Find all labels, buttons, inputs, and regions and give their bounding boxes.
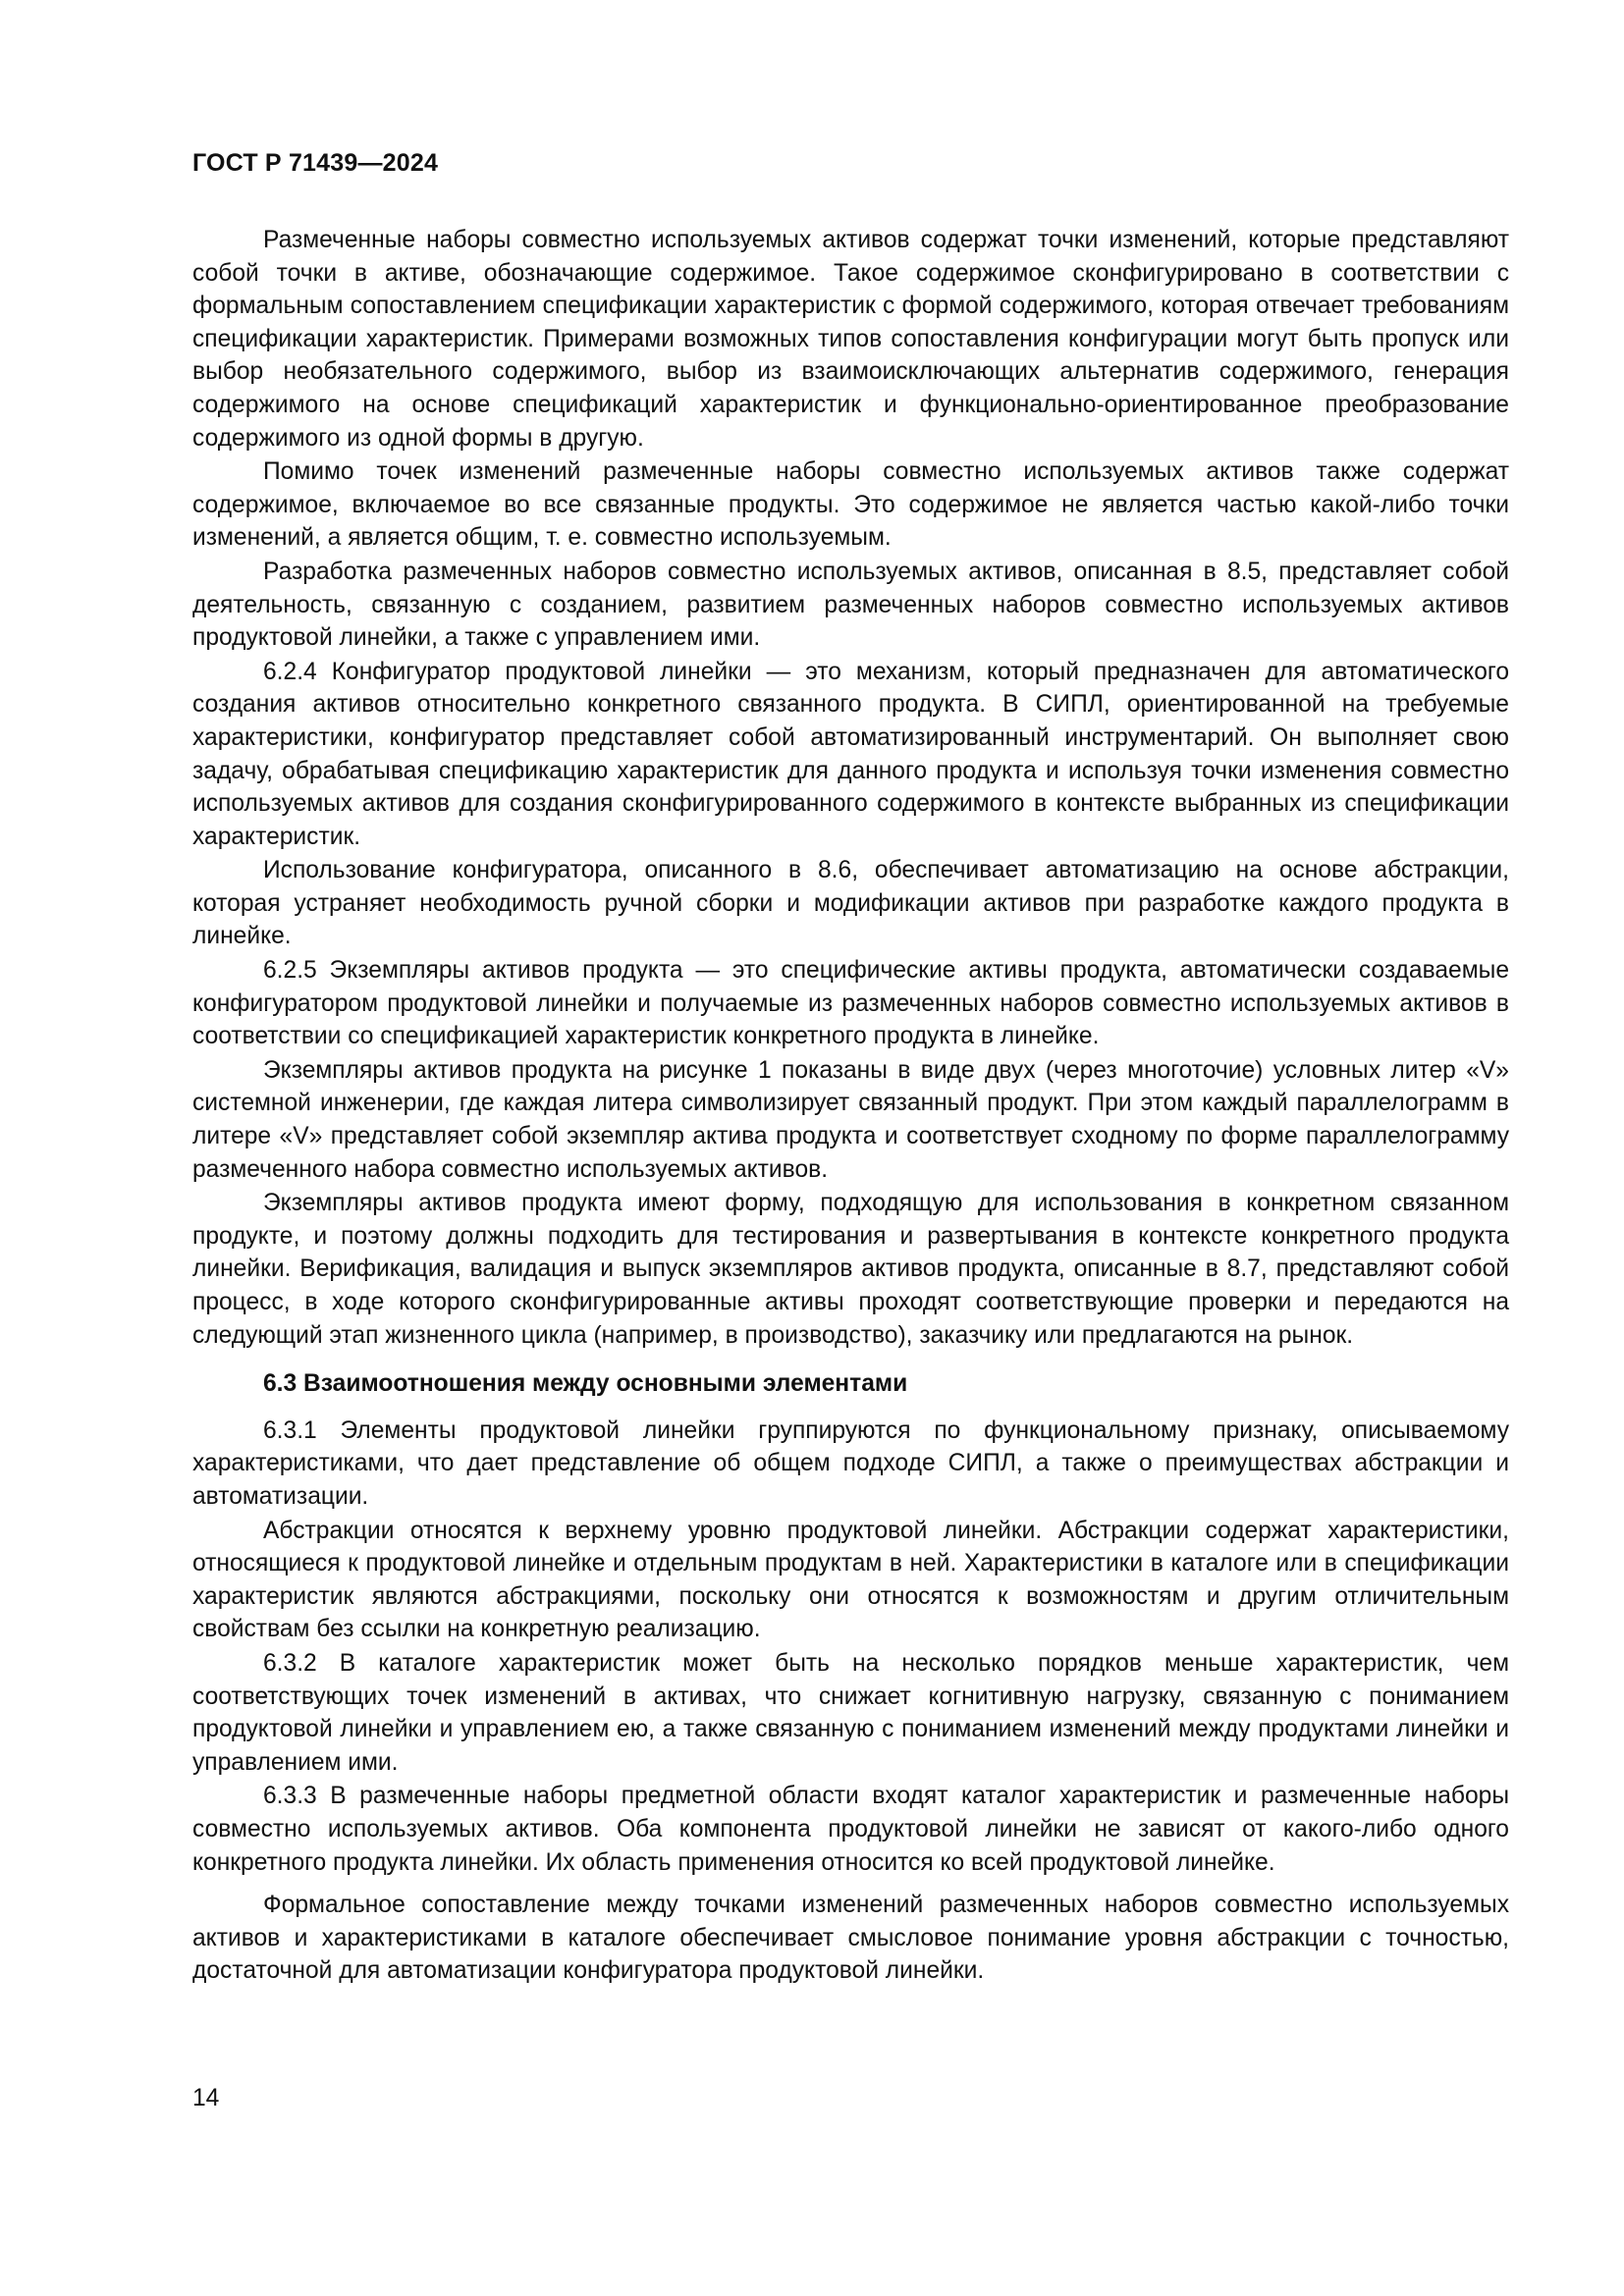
paragraph: 6.3.2 В каталоге характеристик может быть на несколько порядков меньше характеристик, чем соответствующих точек изменений в активах, что снижает когнитивную нагрузку, связанную с пониманием продуктовой линейки и управлением ею, а также связанную с пониманием изменений между продуктами линейки и управлением ими. [192, 1649, 1509, 1776]
paragraph: Помимо точек изменений размеченные наборы совместно используемых активов также содержат содержимое, включаемое во все связанные продукты. Это содержимое не является частью какой-либо точки изменений, а является общим, т. е. совместно используемым. [192, 458, 1509, 552]
page-number: 14 [192, 2085, 220, 2111]
paragraph: Использование конфигуратора, описанного в 8.6, обеспечивает автоматизацию на основе абстракции, которая устраняет необходимость ручной сборки и модификации активов при разработке каждого продукта в линейке. [192, 857, 1509, 950]
paragraph: 6.3.3 В размеченные наборы предметной области входят каталог характеристик и размеченные наборы совместно используемых активов. Оба компонента продуктовой линейки не зависят от какого-либо одного конкретного продукта линейки. Их область применения относится ко всей продуктовой линейке. [192, 1783, 1509, 1876]
paragraph: Абстракции относятся к верхнему уровню продуктовой линейки. Абстракции содержат характеристики, относящиеся к продуктовой линейке и отдельным продуктам в ней. Характеристики в каталоге или в спецификации характеристик являются абстракциями, поскольку они относятся к возможностям и другим отличительным свойствам без ссылки на конкретную реализацию. [192, 1517, 1509, 1643]
paragraph: Экземпляры активов продукта имеют форму, подходящую для использования в конкретном связанном продукте, и поэтому должны подходить для тестирования и развертывания в контексте конкретного продукта линейки. Верификация, валидация и выпуск экземпляров активов продукта, описанные в 8.7, представляют собой процесс, в ходе которого сконфигурированные активы проходят соответствующие проверки и передаются на следующий этап жизненного цикла (например, в производство), заказчику или предлагаются на рынок. [192, 1190, 1509, 1349]
document-body [192, 224, 1509, 1989]
paragraph: 6.3.1 Элементы продуктовой линейки группируются по функциональному признаку, описываемому характеристиками, что дает представление об общем подходе СИПЛ, а также о преимуществах абстракции и автоматизации. [192, 1416, 1509, 1510]
paragraph: 6.2.4 Конфигуратор продуктовой линейки — это механизм, который предназначен для автоматического создания активов относительно конкретного связанного продукта. В СИПЛ, ориентированной на требуемые характеристики, конфигуратор представляет собой автоматизированный инструментарий. Он выполняет свою задачу, обрабатывая спецификацию характеристик для данного продукта и используя точки изменения совместно используемых активов для создания сконфигурированного содержимого в контексте выбранных из спецификации характеристик. [192, 658, 1509, 850]
document-header: ГОСТ Р 71439—2024 [192, 149, 439, 177]
paragraph: Размеченные наборы совместно используемых активов содержат точки изменений, которые представляют собой точки в активе, обозначающие содержимое. Такое содержимое сконфигурировано в соответствии с формальным сопоставлением спецификации характеристик с формой содержимого, которая отвечает требованиям спецификации характеристик. Примерами возможных типов сопоставления конфигурации могут быть пропуск или выбор необязательного содержимого, выбор из взаимоисключающих альтернатив содержимого, генерация содержимого на основе спецификаций характеристик и функционально-ориентированное преобразование содержимого из одной формы в другую. [192, 227, 1509, 452]
paragraph: Экземпляры активов продукта на рисунке 1 показаны в виде двух (через многоточие) условных литер «V» системной инженерии, где каждая литера символизирует связанный продукт. При этом каждый параллелограмм в литере «V» представляет собой экземпляр актива продукта и соответствует сходному по форме параллелограмму размеченного набора совместно используемых активов. [192, 1056, 1509, 1183]
paragraph: Формальное сопоставление между точками изменений размеченных наборов совместно используемых активов и характеристиками в каталоге обеспечивает смысловое понимание уровня абстракции с точностью, достаточной для автоматизации конфигуратора продуктовой линейки. [192, 1892, 1509, 1985]
paragraph: Разработка размеченных наборов совместно используемых активов, описанная в 8.5, представляет собой деятельность, связанную с созданием, развитием размеченных наборов совместно используемых активов продуктовой линейки, а также с управлением ими. [192, 558, 1509, 652]
paragraph: 6.2.5 Экземпляры активов продукта — это специфические активы продукта, автоматически создаваемые конфигуратором продуктовой линейки и получаемые из размеченных наборов совместно используемых активов в соответствии со спецификацией характеристик конкретного продукта в линейке. [192, 957, 1509, 1050]
section-heading: 6.3 Взаимоотношения между основными элементами [263, 1370, 908, 1398]
